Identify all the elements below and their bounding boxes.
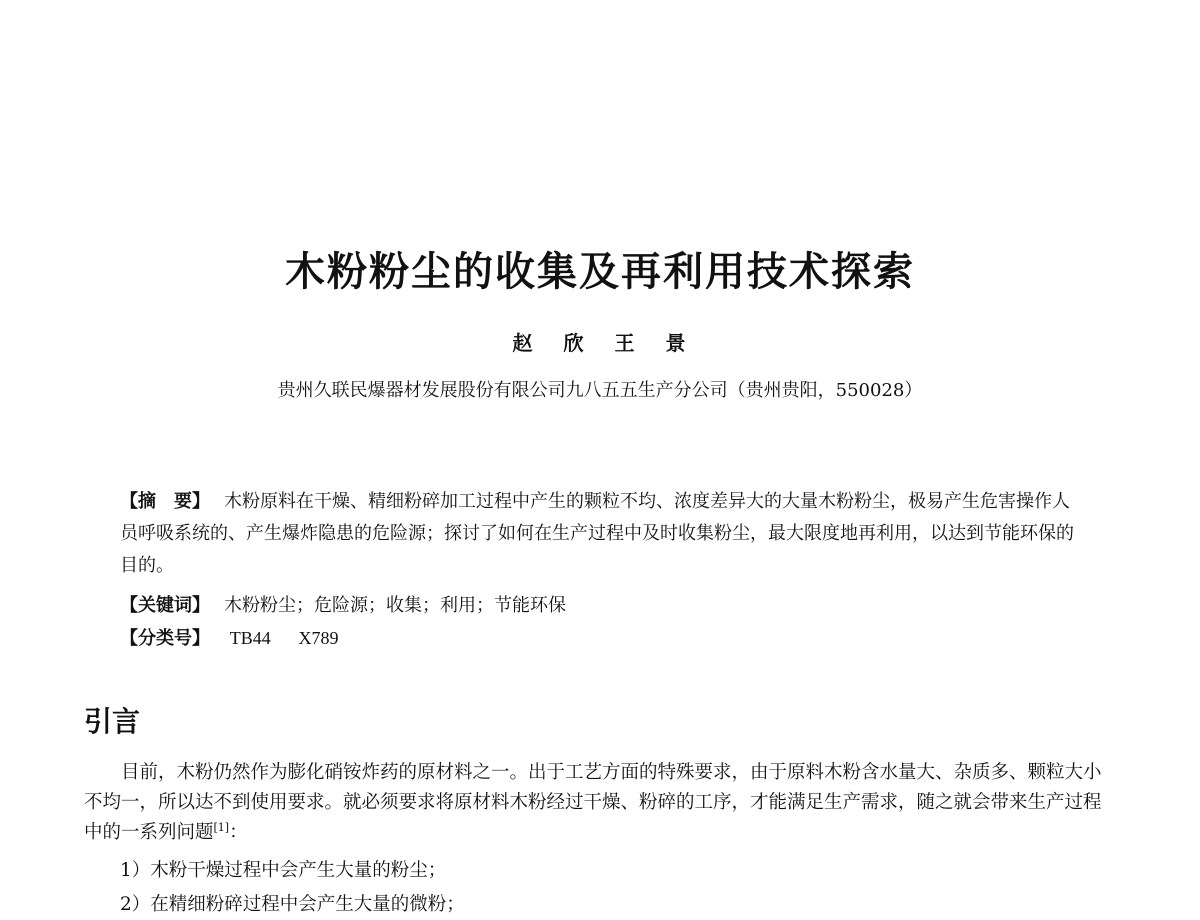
author-name: 王 景 [614,331,688,355]
keywords-text: 木粉粉尘；危险源；收集；利用；节能环保 [224,595,566,616]
list-item: 1）木粉干燥过程中会产生大量的粉尘； [120,860,447,881]
list-item: 2）在精细粉碎过程中会产生大量的微粉； [120,894,465,915]
abstract [120,486,1080,582]
classification-label: 【分类号】 [120,628,210,649]
author-name: 赵 欣 [512,331,586,355]
abstract-text: 木粉原料在干燥、精细粉碎加工过程中产生的颗粒不均、浓度差异大的大量木粉粉尘，极易产生危害操作人员呼吸系统的、产生爆炸隐患的危险源；探讨了如何在生产过程中及时收集粉尘，最大限度地再利用，以达到节能环保的目的。 [120,491,1074,576]
author-affiliation: 贵州久联民爆器材发展股份有限公司九八五五生产分公司（贵州贵阳，550028） [277,380,923,401]
keywords [120,590,1080,622]
classification-code: TB44 [229,628,271,648]
author-list [0,327,1200,356]
paragraph-end: ： [229,822,248,843]
section-heading-introduction: 引言 [84,705,141,738]
paragraph-text: 目前，木粉仍然作为膨化硝铵炸药的原材料之一。出于工艺方面的特殊要求，由于原料木粉含水量大、杂质多、颗粒大小不均一，所以达不到使用要求。就必须要求将原材料木粉经过干燥、粉碎的工序，才能满足生产需求，随之就会带来生产过程中的一系列问题 [84,762,1102,843]
classification [120,622,1080,655]
citation-reference[interactable]: [1] [213,821,230,834]
paper-title: 木粉粉尘的收集及再利用技术探索 [285,249,915,295]
introduction-paragraph [84,758,1114,848]
keywords-label: 【关键词】 [120,595,210,616]
classification-code: X789 [298,628,339,648]
abstract-label: 【摘 要】 [120,491,210,512]
